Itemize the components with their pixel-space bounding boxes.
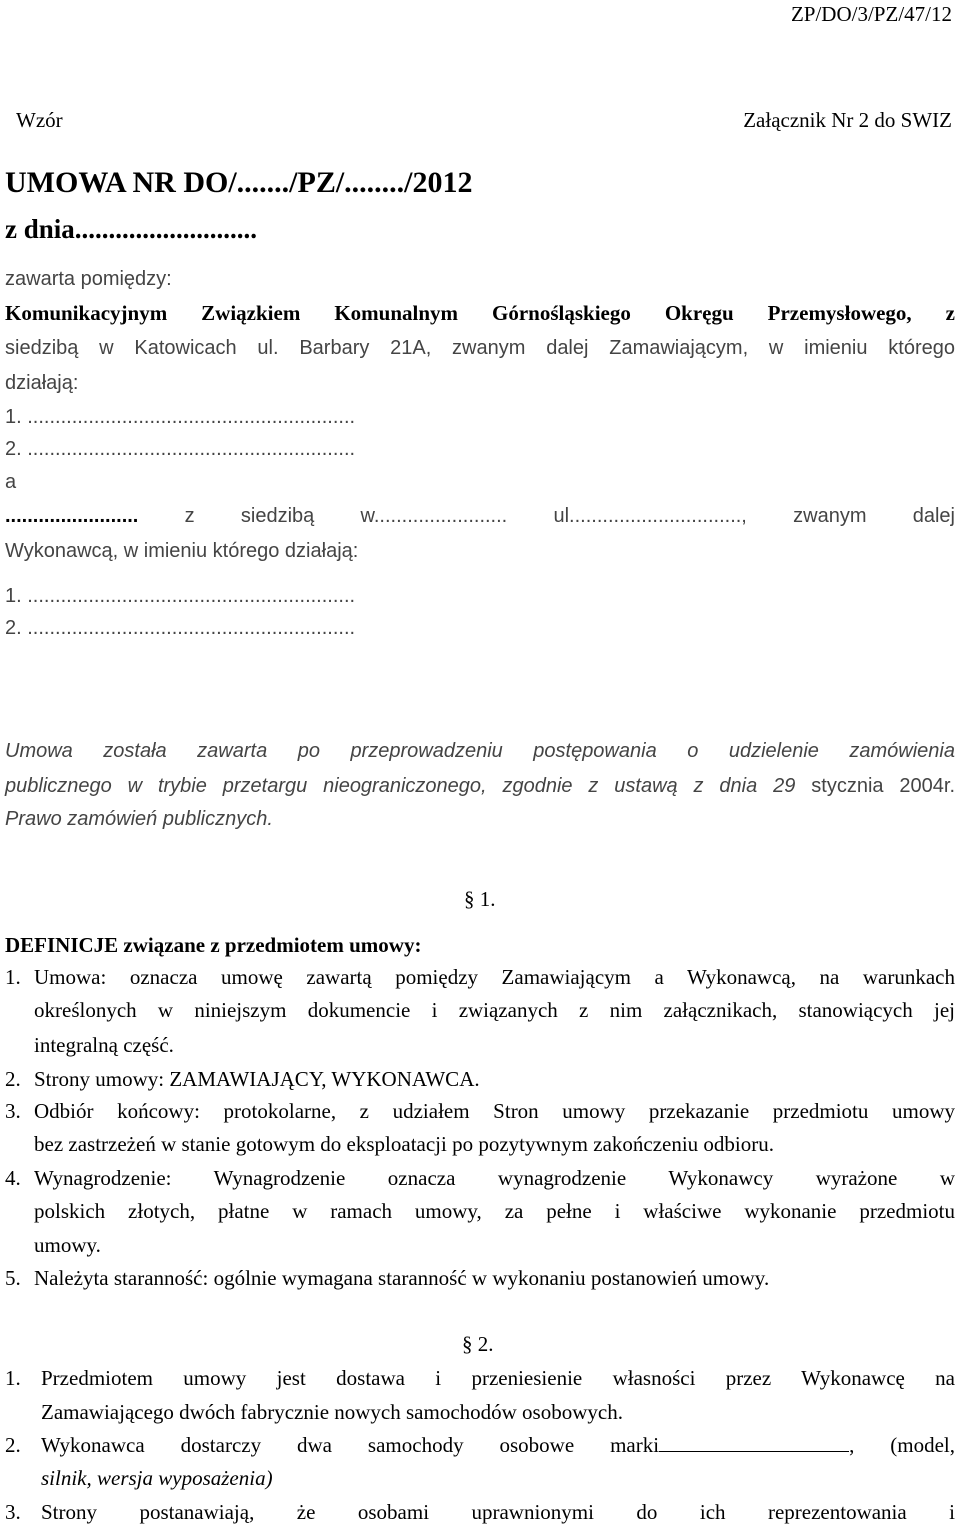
conjunction-and: a <box>5 471 17 493</box>
clause-1-line-1: Przedmiotem umowy jest dostawa i przeniesienie własności przez Wykonawcę na <box>41 1366 955 1390</box>
brand-blank-field <box>659 1434 849 1452</box>
definition-3-line-2: bez zastrzeżeń w stanie gotowym do eksploatacji po pozytywnym zakończeniu odbioru. <box>34 1132 775 1156</box>
definition-4-line-3: umowy. <box>34 1233 101 1257</box>
party1-address: siedzibą w Katowicach ul. Barbary 21A, zwanym dalej Zamawiającym, w imieniu którego <box>5 337 955 359</box>
contract-title: UMOWA NR DO/......./PZ/......../2012 <box>5 166 473 199</box>
clause-1-number: 1. <box>5 1366 21 1390</box>
definition-3-number: 3. <box>5 1099 21 1123</box>
party2-representative-1: 1. ........................................................... <box>5 585 356 607</box>
clause-2-line-2: silnik, wersja wyposażenia) <box>41 1466 273 1490</box>
definition-3-line-1: Odbiór końcowy: protokolarne, z udziałem Stron umowy przekazanie przedmiotu umowy <box>34 1099 955 1123</box>
definition-1-number: 1. <box>5 965 21 989</box>
clause-2-line-1 <box>41 1433 955 1458</box>
definition-2-number: 2. <box>5 1067 21 1091</box>
clause-2-text: Wykonawca dostarczy dwa samochody osobowe marki <box>41 1433 660 1457</box>
clause-2-model: , (model, <box>849 1433 955 1457</box>
definition-4-number: 4. <box>5 1166 21 1190</box>
party2-line <box>5 505 955 528</box>
definition-5-line-1: Należyta staranność: ogólnie wymagana staranność w wykonaniu postanowień umowy. <box>34 1266 770 1290</box>
clause-3-number: 3. <box>5 1500 21 1524</box>
definition-1-line-1: Umowa: oznacza umowę zawartą pomiędzy Zamawiającym a Wykonawcą, na warunkach <box>34 965 955 989</box>
attachment-label: Załącznik Nr 2 do SWIZ <box>743 108 952 132</box>
party2-name-placeholder: ........................ <box>5 505 139 527</box>
clause-3-line-1: Strony postanawiają, że osobami uprawnionymi do ich reprezentowania i <box>41 1500 955 1524</box>
document-reference: ZP/DO/3/PZ/47/12 <box>790 2 952 26</box>
preamble-line-1: Umowa została zawarta po przeprowadzeniu postępowania o udzielenie zamówienia <box>5 740 955 762</box>
preamble-line-3: Prawo zamówień publicznych. <box>5 808 273 830</box>
preamble-line-2 <box>5 775 955 798</box>
party2-acting: Wykonawcą, w imieniu którego działają: <box>5 540 359 562</box>
clause-2-number: 2. <box>5 1433 21 1457</box>
preamble-date: stycznia 2004r. <box>811 775 956 797</box>
definition-4-line-2: polskich złotych, płatne w ramach umowy, za pełne i właściwe wykonanie przedmiotu <box>34 1199 955 1223</box>
party2-address: z siedzibą w........................ ul..............................., zwanym dalej <box>138 505 955 527</box>
party1-representative-2: 2. ........................................................... <box>5 438 356 460</box>
contract-date: z dnia........................... <box>5 214 258 244</box>
clause-1-line-2: Zamawiającego dwóch fabrycznie nowych samochodów osobowych. <box>41 1400 623 1424</box>
party2-representative-2: 2. ........................................................... <box>5 617 356 639</box>
parties-intro: zawarta pomiędzy: <box>5 268 172 290</box>
party1-acting: działają: <box>5 372 79 394</box>
definition-2-line-1: Strony umowy: ZAMAWIAJĄCY, WYKONAWCA. <box>34 1067 480 1091</box>
section-1-mark: § 1. <box>464 887 496 911</box>
definition-4-line-1: Wynagrodzenie: Wynagrodzenie oznacza wynagrodzenie Wykonawcy wyrażone w <box>34 1166 955 1190</box>
party1-representative-1: 1. ........................................................... <box>5 406 356 428</box>
party1-name: Komunikacyjnym Związkiem Komunalnym Górnośląskiego Okręgu Przemysłowego, z <box>5 301 955 325</box>
definition-5-number: 5. <box>5 1266 21 1290</box>
template-label: Wzór <box>16 108 63 132</box>
preamble-line-2-text: publicznego w trybie przetargu nieograniczonego, zgodnie z ustawą z dnia 29 <box>5 775 812 797</box>
section-2-mark: § 2. <box>462 1332 494 1356</box>
section-1-heading: DEFINICJE związane z przedmiotem umowy: <box>5 933 422 957</box>
definition-1-line-3: integralną część. <box>34 1033 174 1057</box>
definition-1-line-2: określonych w niniejszym dokumencie i związanych z nim załącznikach, stanowiących jej <box>34 998 955 1022</box>
